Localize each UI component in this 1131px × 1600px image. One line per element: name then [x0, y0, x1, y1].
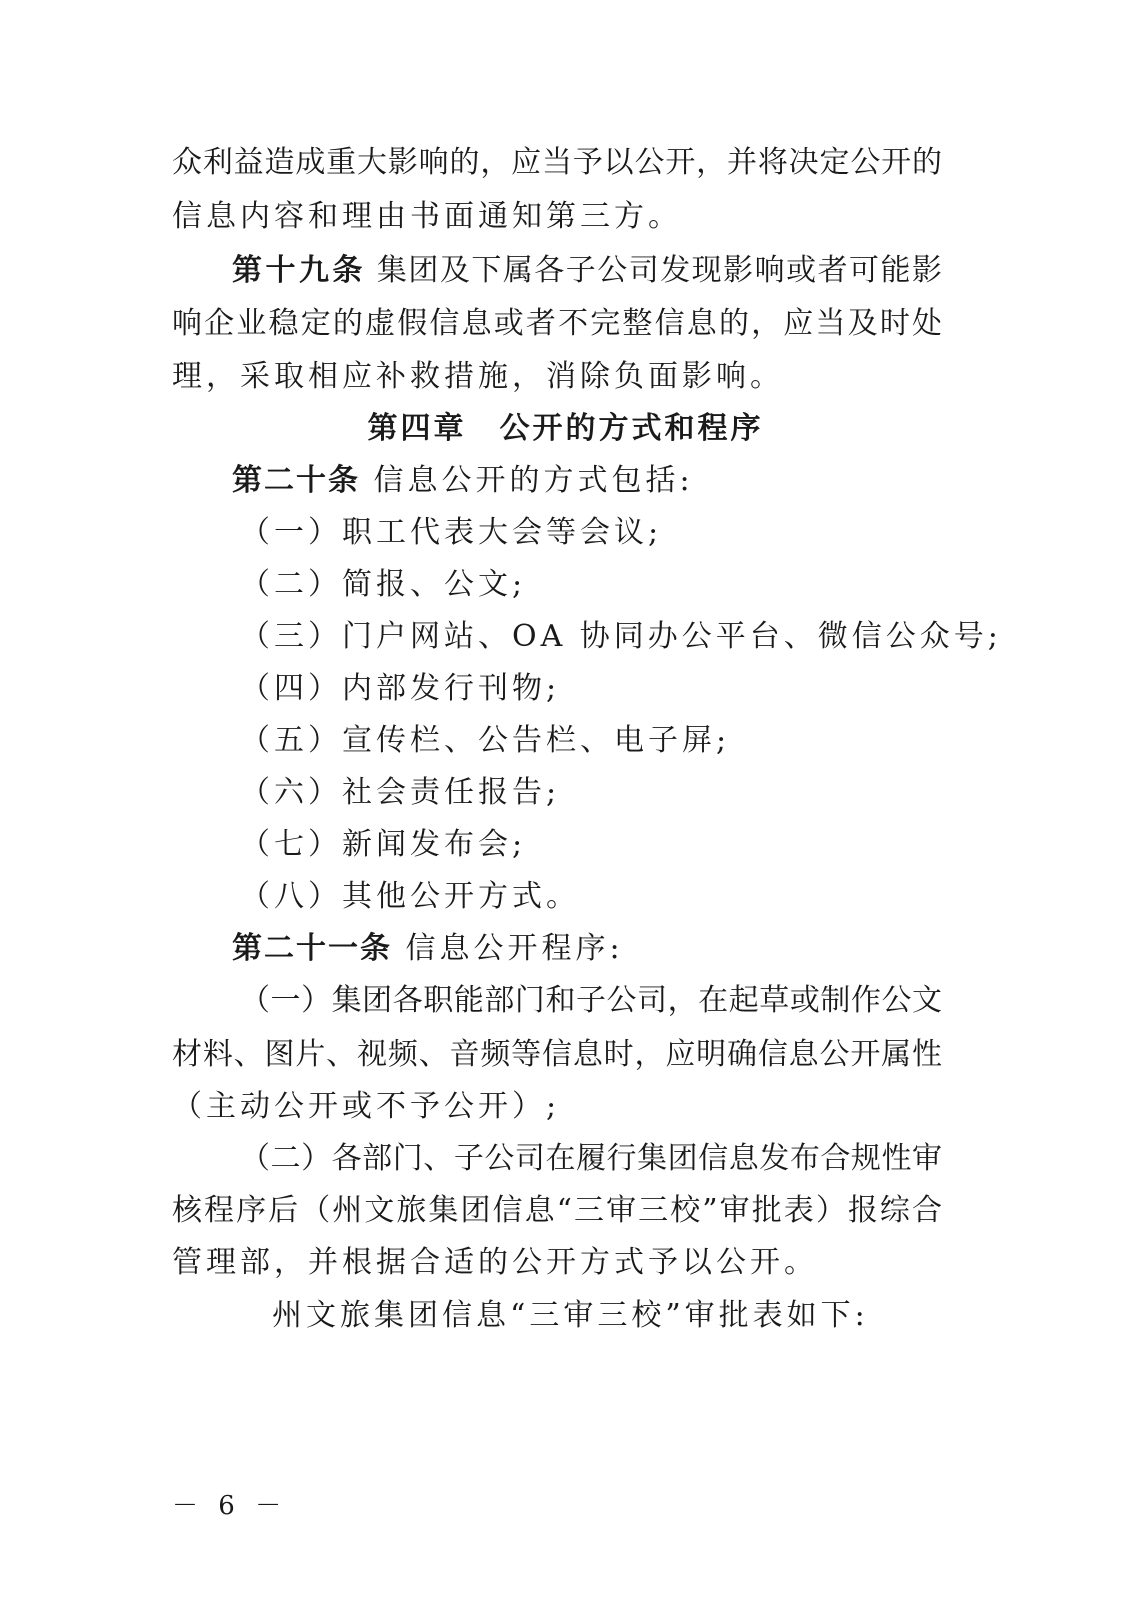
article-19-line: [232, 251, 942, 291]
paragraph-line: （二）各部门、子公司在履行集团信息发布合规性审: [240, 1141, 942, 1176]
article-20-title: 第二十条: [232, 463, 360, 498]
list-item: （六）社会责任报告;: [240, 775, 561, 810]
article-19-title: 第十九条: [232, 253, 366, 288]
article-19-text: 集团及下属各子公司发现影响或者可能影: [376, 253, 942, 288]
list-item: （七）新闻发布会;: [240, 827, 527, 862]
list-item: （八）其他公开方式。: [240, 879, 580, 914]
article-21-text: 信息公开程序:: [405, 931, 624, 966]
paragraph-line: 材料、图片、视频、音频等信息时，应明确信息公开属性: [172, 1037, 942, 1072]
paragraph-line: 信息内容和理由书面通知第三方。: [172, 199, 682, 234]
table-intro-line: 州文旅集团信息“三审三校”审批表如下:: [272, 1298, 869, 1333]
paragraph-line: 响企业稳定的虚假信息或者不完整信息的，应当及时处: [172, 306, 942, 341]
list-item: （三）门户网站、OA 协同办公平台、微信公众号;: [240, 619, 1002, 654]
article-21-line: [232, 929, 942, 969]
page-number: － 6 －: [172, 1491, 288, 1521]
article-20-text: 信息公开的方式包括:: [373, 463, 694, 498]
list-item: （四）内部发行刊物;: [240, 671, 561, 706]
chapter-heading: 第四章 公开的方式和程序: [367, 411, 764, 446]
paragraph-line: 核程序后（州文旅集团信息“三审三校”审批表）报综合: [172, 1193, 942, 1228]
list-item: （一）职工代表大会等会议;: [240, 515, 663, 550]
paragraph-line: 管理部，并根据合适的公开方式予以公开。: [172, 1245, 818, 1280]
paragraph-line: 理，采取相应补救措施，消除负面影响。: [172, 359, 784, 394]
article-21-title: 第二十一条: [232, 931, 392, 966]
article-20-line: [232, 461, 942, 501]
paragraph-line: 众利益造成重大影响的，应当予以公开，并将决定公开的: [172, 145, 942, 180]
paragraph-line: （主动公开或不予公开）;: [172, 1089, 561, 1124]
paragraph-line: （一）集团各职能部门和子公司，在起草或制作公文: [240, 983, 942, 1018]
list-item: （五）宣传栏、公告栏、电子屏;: [240, 723, 731, 758]
list-item: （二）简报、公文;: [240, 567, 527, 602]
